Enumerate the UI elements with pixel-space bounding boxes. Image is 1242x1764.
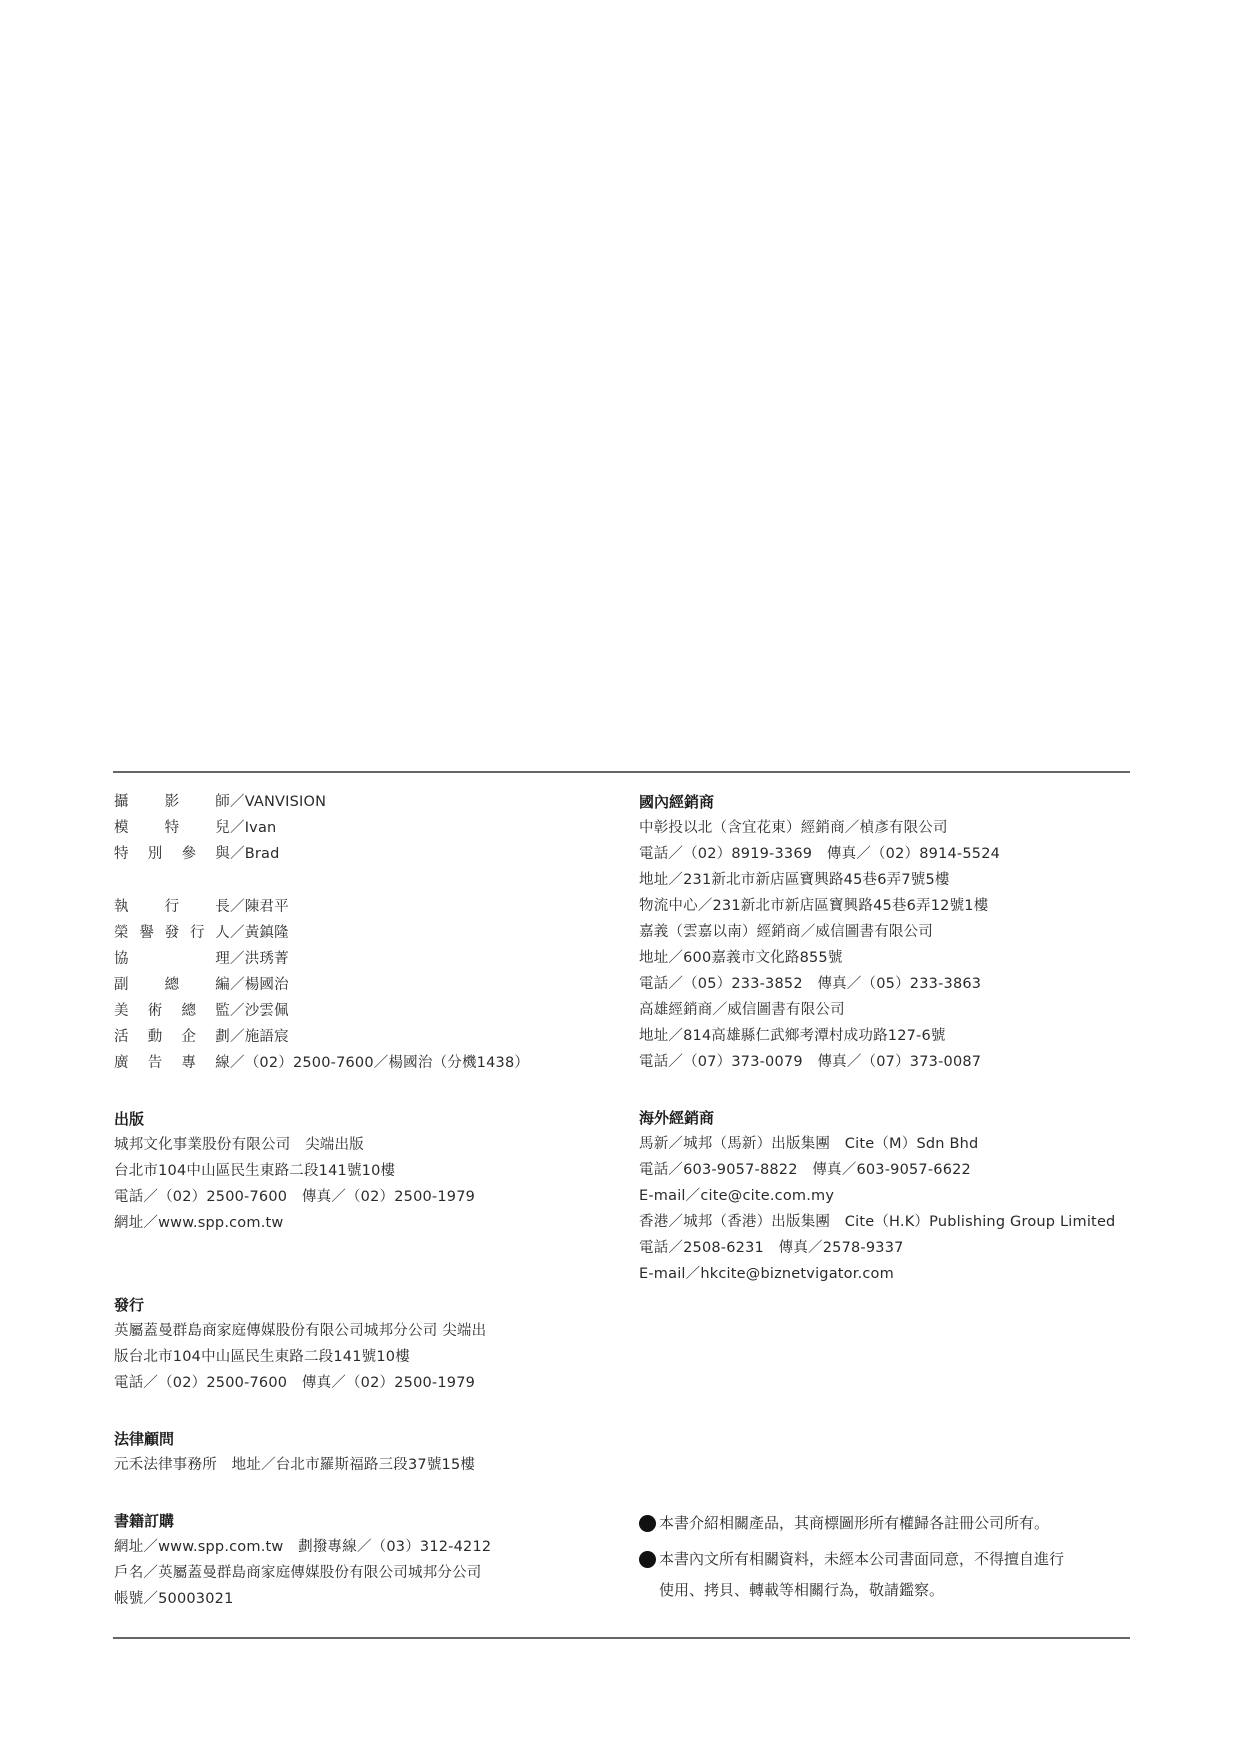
- info-line: 馬新／城邦（馬新）出版集團 Cite（M）Sdn Bhd: [639, 1136, 979, 1152]
- info-line: 戶名／英屬蓋曼群島商家庭傳媒股份有限公司城邦分公司: [114, 1565, 482, 1581]
- left-column: [114, 789, 584, 1612]
- info-line: 中彰投以北（含宜花東）經銷商／楨彥有限公司: [639, 820, 948, 836]
- legal-section: [114, 1426, 584, 1478]
- section-heading: 國內經銷商: [639, 793, 715, 811]
- publisher-section: [114, 1106, 584, 1236]
- credit-row: [114, 841, 584, 867]
- credit-value: ／Ivan: [230, 820, 277, 836]
- credit-role: 協理: [114, 951, 230, 967]
- bullet-icon: [639, 1551, 656, 1568]
- info-line: 地址／600嘉義市文化路855號: [639, 950, 843, 966]
- notice-text: 本書介紹相關產品，其商標圖形所有權歸各註冊公司所有。: [659, 1514, 1050, 1532]
- info-line: 帳號／50003021: [114, 1591, 234, 1607]
- notices: [639, 1508, 1159, 1611]
- credit-role: 活動企劃: [114, 1029, 230, 1045]
- credit-role: 廣告專線: [114, 1055, 230, 1071]
- info-line: E-mail／cite@cite.com.my: [639, 1188, 835, 1204]
- credit-row: [114, 920, 584, 946]
- info-line: 地址／814高雄縣仁武鄉考潭村成功路127-6號: [639, 1028, 946, 1044]
- credit-value: ／陳君平: [230, 899, 289, 915]
- notice-item: [639, 1508, 1159, 1539]
- domestic-section: [639, 789, 1139, 1075]
- info-line: 物流中心／231新北市新店區寶興路45巷6弄12號1樓: [639, 898, 989, 914]
- credit-value: ／（02）2500-7600／楊國治（分機1438）: [230, 1055, 530, 1071]
- info-line: 高雄經銷商／威信圖書有限公司: [639, 1002, 845, 1018]
- credit-role: 攝影師: [114, 794, 230, 810]
- info-line: 元禾法律事務所 地址／台北市羅斯福路三段37號15樓: [114, 1457, 476, 1473]
- info-line: 電話／603-9057-8822 傳真／603-9057-6622: [639, 1162, 971, 1178]
- info-line: 網址／www.spp.com.tw 劃撥專線／（03）312-4212: [114, 1539, 492, 1555]
- credit-role: 榮譽發行人: [114, 925, 230, 941]
- credit-role: 執行長: [114, 899, 230, 915]
- credit-value: ／楊國治: [230, 977, 289, 993]
- orders-section: [114, 1508, 584, 1612]
- credit-role: 模特兒: [114, 820, 230, 836]
- credit-value: ／黃鎮隆: [230, 925, 289, 941]
- credit-row: [114, 972, 584, 998]
- info-line: 城邦文化事業股份有限公司 尖端出版: [114, 1137, 364, 1153]
- credit-row: [114, 946, 584, 972]
- credit-row: [114, 815, 584, 841]
- credit-row: [114, 789, 584, 815]
- credit-role: 美術總監: [114, 1003, 230, 1019]
- info-line: 電話／（02）8919-3369 傳真／（02）8914-5524: [639, 846, 1001, 862]
- credit-value: ／洪琇菁: [230, 951, 289, 967]
- credits-group-2: [114, 894, 584, 1076]
- credit-value: ／沙雲佩: [230, 1003, 289, 1019]
- section-heading: 書籍訂購: [114, 1512, 175, 1530]
- info-line: 電話／（02）2500-7600 傳真／（02）2500-1979: [114, 1375, 476, 1391]
- distribution-section: [114, 1292, 584, 1396]
- overseas-section: [639, 1105, 1139, 1287]
- right-column: [639, 789, 1139, 1287]
- section-heading: 出版: [114, 1110, 145, 1128]
- credit-role: 副總編: [114, 977, 230, 993]
- info-line: E-mail／hkcite@biznetvigator.com: [639, 1266, 894, 1282]
- credit-value: ／VANVISION: [230, 794, 327, 810]
- bullet-icon: [639, 1515, 656, 1532]
- info-line: 電話／（02）2500-7600 傳真／（02）2500-1979: [114, 1189, 476, 1205]
- info-line: 台北市104中山區民生東路二段141號10樓: [114, 1163, 396, 1179]
- section-heading: 發行: [114, 1296, 145, 1314]
- info-line: 電話／（05）233-3852 傳真／（05）233-3863: [639, 976, 982, 992]
- credits-group-1: [114, 789, 584, 867]
- info-line: 地址／231新北市新店區寶興路45巷6弄7號5樓: [639, 872, 950, 888]
- section-heading: 海外經銷商: [639, 1109, 715, 1127]
- info-line: 香港／城邦（香港）出版集團 Cite（H.K）Publishing Group Limited: [639, 1214, 1116, 1230]
- bottom-divider: [113, 1637, 1130, 1639]
- info-line: 電話／（07）373-0079 傳真／（07）373-0087: [639, 1054, 982, 1070]
- credit-row: [114, 1050, 584, 1076]
- notice-text: 本書內文所有相關資料，未經本公司書面同意，不得擅自進行 使用、拷貝、轉載等相關行為，敬請鑑察。: [659, 1550, 1065, 1599]
- credit-row: [114, 1024, 584, 1050]
- info-line: 嘉義（雲嘉以南）經銷商／威信圖書有限公司: [639, 924, 933, 940]
- credit-row: [114, 894, 584, 920]
- info-line: 版台北市104中山區民生東路二段141號10樓: [114, 1349, 410, 1365]
- info-line: 網址／www.spp.com.tw: [114, 1215, 284, 1231]
- info-line: 英屬蓋曼群島商家庭傳媒股份有限公司城邦分公司 尖端出: [114, 1323, 487, 1339]
- credit-value: ／施語宸: [230, 1029, 289, 1045]
- section-heading: 法律顧問: [114, 1430, 175, 1448]
- credit-value: ／Brad: [230, 846, 280, 862]
- info-line: 電話／2508-6231 傳真／2578-9337: [639, 1240, 904, 1256]
- credit-role: 特別參與: [114, 846, 230, 862]
- notice-item: [639, 1544, 1159, 1606]
- top-divider: [113, 771, 1130, 773]
- credit-row: [114, 998, 584, 1024]
